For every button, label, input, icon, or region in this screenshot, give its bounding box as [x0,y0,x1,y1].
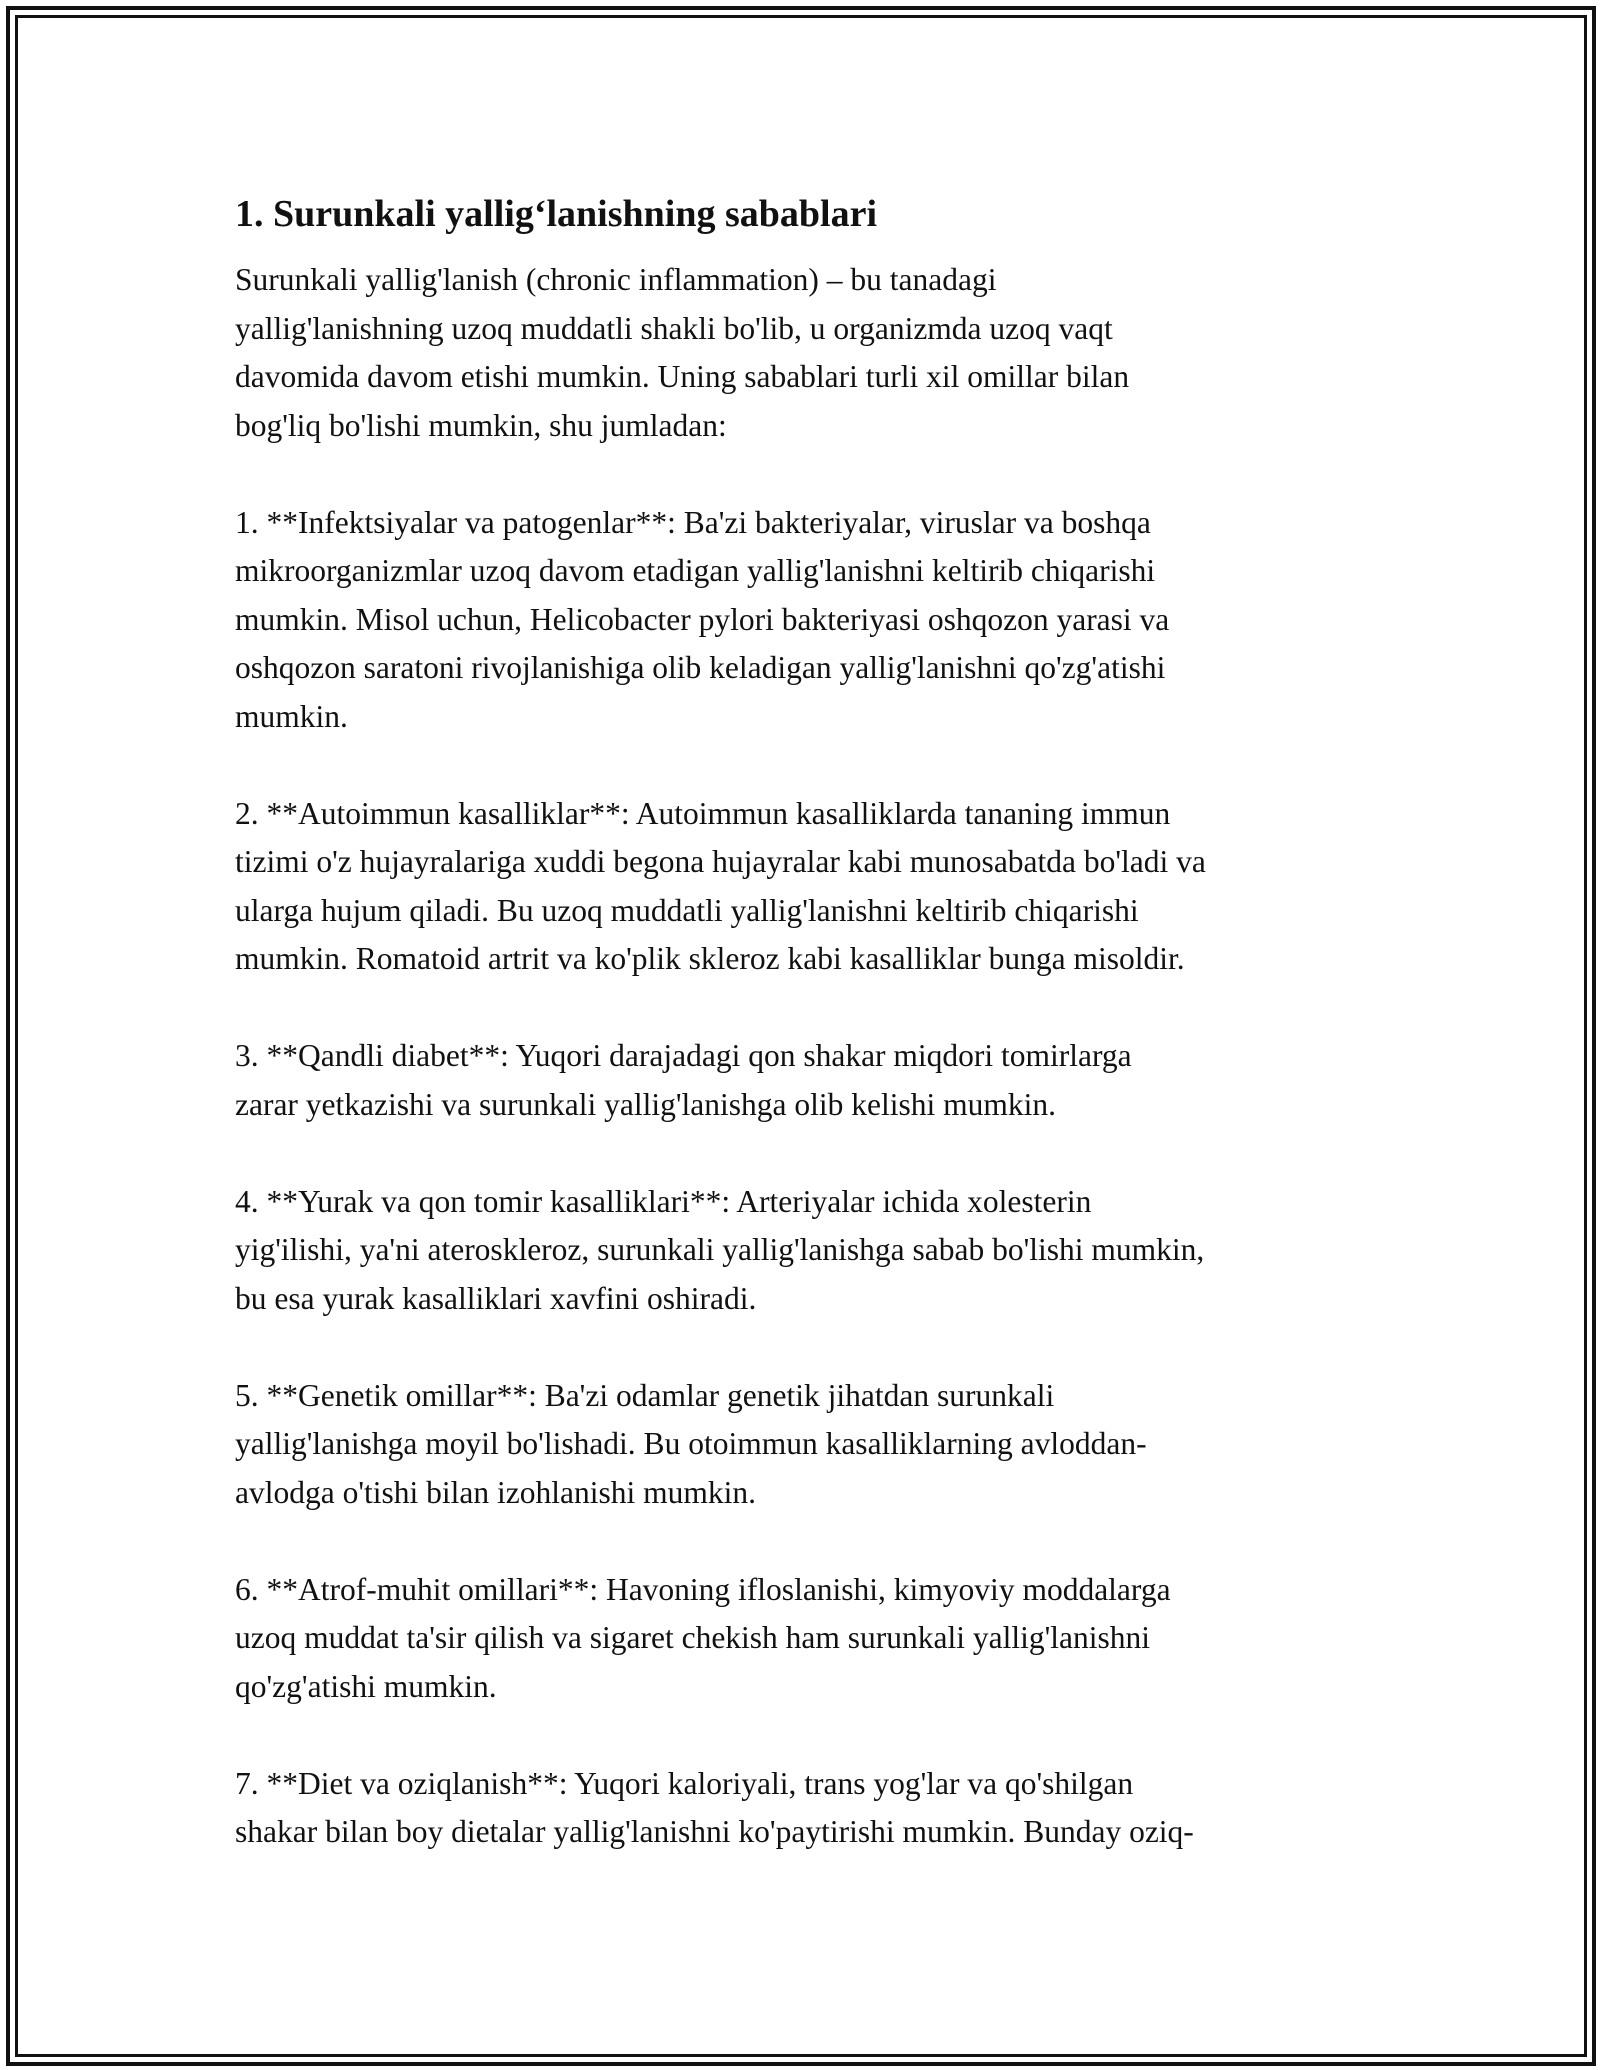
text-line: avlodga o'tishi bilan izohlanishi mumkin. [235,1474,756,1510]
list-item-autoimmune [235,790,1375,984]
text-line: mumkin. Romatoid artrit va ko'plik skleroz kabi kasalliklar bunga misoldir. [235,941,1185,976]
text-line: 4. **Yurak va qon tomir kasalliklari**: Arteriyalar ichida xolesterin [235,1183,1092,1219]
text-line: davomida davom etishi mumkin. Uning sabablari turli xil omillar bilan [235,359,1130,394]
text-line: yallig'lanishning uzoq muddatli shakli bo'lib, u organizmda uzoq vaqt [235,310,1113,346]
text-line: bog'liq bo'lishi mumkin, shu jumladan: [235,407,727,443]
text-line: Surunkali yallig'lanish (chronic inflammation) – bu tanadagi [235,262,997,297]
text-line: uzoq muddat ta'sir qilish va sigaret chekish ham surunkali yallig'lanishni [235,1620,1151,1655]
list-item-genetic [235,1372,1375,1518]
document-body [235,188,1375,1905]
text-line: shakar bilan boy dietalar yallig'lanishni ko'paytirishi mumkin. Bunday oziq- [235,1814,1194,1849]
text-line: tizimi o'z hujayralariga xuddi begona hujayralar kabi munosabatda bo'ladi va [235,844,1206,879]
list-item-cardiovascular [235,1178,1375,1324]
text-line: qo'zg'atishi mumkin. [235,1668,497,1704]
text-line: 1. **Infektsiyalar va patogenlar**: Ba'zi bakteriyalar, viruslar va boshqa [235,504,1151,540]
list-item-diabetes [235,1032,1375,1129]
text-line: oshqozon saratoni rivojlanishiga olib keladigan yallig'lanishni qo'zg'atishi [235,650,1166,685]
intro-paragraph [235,256,1375,450]
text-line: yig'ilishi, ya'ni ateroskleroz, surunkali yallig'lanishga sabab bo'lishi mumkin, [235,1232,1205,1267]
section-heading: 1. Surunkali yallig‘lanishning sabablari [235,193,878,235]
text-line: zarar yetkazishi va surunkali yallig'lanishga olib kelishi mumkin. [235,1086,1056,1122]
text-line: mumkin. [235,698,348,734]
text-line: 7. **Diet va oziqlanish**: Yuqori kaloriyali, trans yog'lar va qo'shilgan [235,1765,1134,1801]
text-line: ularga hujum qiladi. Bu uzoq muddatli yallig'lanishni keltirib chiqarishi [235,892,1139,928]
text-line: 2. **Autoimmun kasalliklar**: Autoimmun kasalliklarda tananing immun [235,795,1171,831]
text-line: 5. **Genetik omillar**: Ba'zi odamlar genetik jihatdan surunkali [235,1377,1055,1413]
text-line: mikroorganizmlar uzoq davom etadigan yallig'lanishni keltirib chiqarishi [235,553,1156,588]
list-item-diet [235,1760,1375,1857]
text-line: yallig'lanishga moyil bo'lishadi. Bu otoimmun kasalliklarning avloddan- [235,1426,1147,1461]
text-line: bu esa yurak kasalliklari xavfini oshiradi. [235,1280,757,1316]
text-line: 6. **Atrof-muhit omillari**: Havoning ifloslanishi, kimyoviy moddalarga [235,1571,1171,1607]
text-line: mumkin. Misol uchun, Helicobacter pylori bakteriyasi oshqozon yarasi va [235,601,1170,637]
text-line: 3. **Qandli diabet**: Yuqori darajadagi qon shakar miqdori tomirlarga [235,1038,1132,1073]
list-item-environment [235,1566,1375,1712]
list-item-infections [235,499,1375,742]
